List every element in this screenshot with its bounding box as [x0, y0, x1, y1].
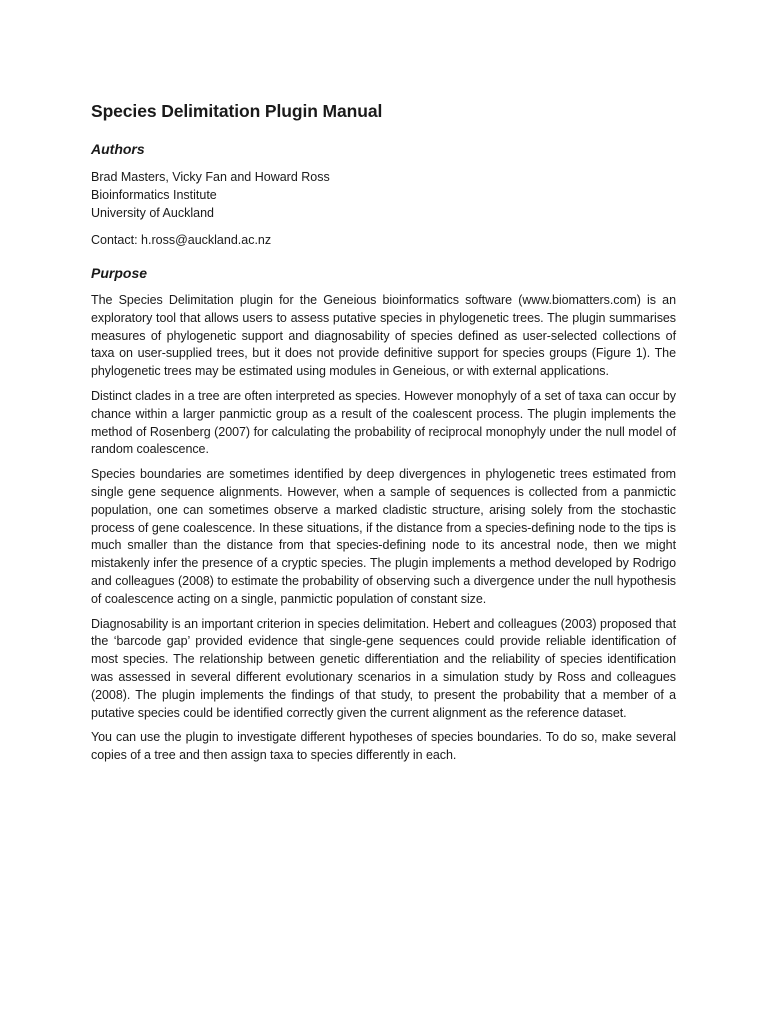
purpose-paragraph-3: Species boundaries are sometimes identified by deep divergences in phylogenetic trees estimated from single gene sequence alignments. However, when a sample of sequences is collected from a panmictic population, one can sometimes observe a marked cladistic structure, arising solely from the stochastic process of gene coalescence. In these situations, if the distance from a species-defining node to the tips is much smaller than the distance from that species-defining node to its ancestral node, then we might mistakenly infer the presence of a cryptic species. The plugin implements a method developed by Rodrigo and colleagues (2008) to estimate the probability of observing such a divergence under the null hypothesis of coalescence acting on a single, panmictic population of constant size. [91, 467, 676, 606]
authors-names: Brad Masters, Vicky Fan and Howard Ross [91, 170, 330, 184]
document-title: Species Delimitation Plugin Manual [91, 101, 383, 121]
authors-university: University of Auckland [91, 206, 214, 220]
purpose-paragraph-4: Diagnosability is an important criterion in species delimitation. Hebert and colleagues (2003) proposed that the ‘barcode gap’ provided evidence that single-gene sequences could provide reliable identification of most species. The relationship between genetic differentiation and the reliability of species identification was assessed in several different evolutionary scenarios in a simulation study by Ross and colleagues (2008). The plugin implements the findings of that study, to present the probability that a member of a putative species could be identified correctly given the current alignment as the reference dataset. [91, 616, 676, 720]
purpose-paragraph-1: The Species Delimitation plugin for the Geneious bioinformatics software (www.biomatters.com) is an exploratory tool that allows users to assess putative species in phylogenetic trees. The plugin summarises measures of phylogenetic support and diagnosability of species defined as user-selected collections of taxa on user-supplied trees, but it does not provide definitive support for species groups (Figure 1). The phylogenetic trees may be estimated using modules in Geneious, or with external applications. [91, 293, 676, 379]
document-page [91, 100, 676, 772]
authors-block [91, 168, 676, 222]
purpose-paragraph-5: You can use the plugin to investigate different hypotheses of species boundaries. To do so, make several copies of a tree and then assign taxa to species differently in each. [91, 730, 676, 763]
authors-institute: Bioinformatics Institute [91, 188, 217, 202]
authors-heading: Authors [91, 141, 145, 157]
purpose-paragraph-2: Distinct clades in a tree are often interpreted as species. However monophyly of a set of taxa can occur by chance within a larger panmictic group as a result of the coalescent process. The plugin implements the method of Rosenberg (2007) for calculating the probability of reciprocal monophyly under the null model of random coalescence. [91, 388, 676, 457]
contact-line: Contact: h.ross@auckland.ac.nz [91, 233, 272, 247]
purpose-heading: Purpose [91, 265, 148, 281]
